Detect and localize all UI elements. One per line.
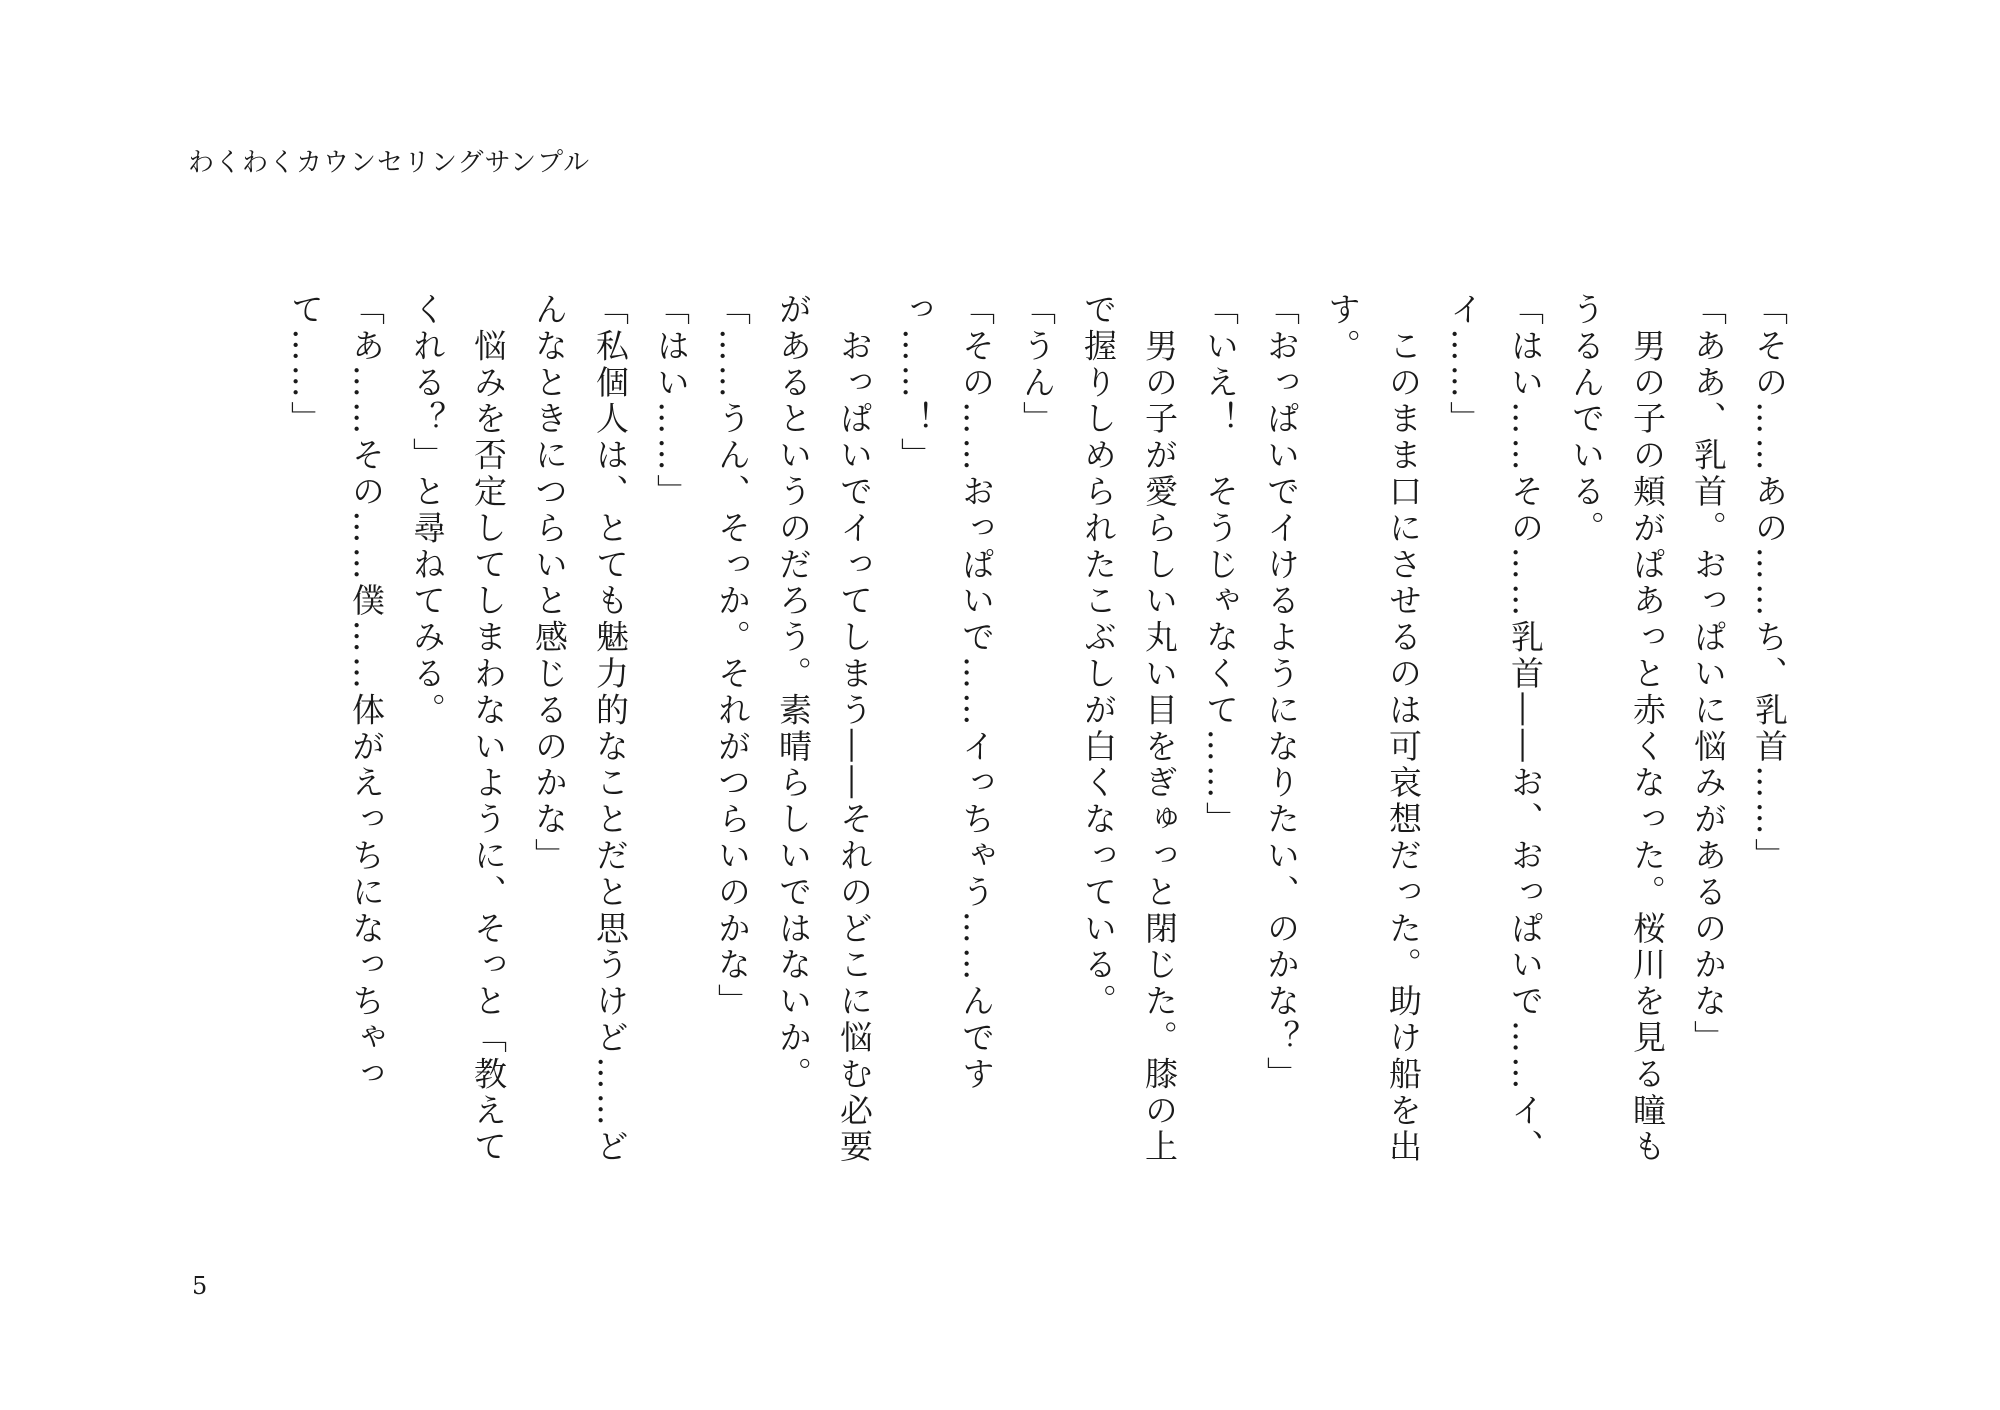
page-number: 5 [192,1272,208,1300]
running-header-title: わくわくカウンセリングサンプル [188,148,591,178]
text-paragraph: 「はい……」 [652,292,691,511]
text-paragraph: 「私個人は、とても魅力的なことだと思うけど……どんなときにつらいと感じるのかな」 [530,292,630,1166]
text-paragraph: 「その……あの……ち、乳首……」 [1750,292,1789,875]
text-paragraph: 男の子の頬がぱあっと赤くなった。桜川を見る瞳もうるんでいる。 [1567,292,1667,1166]
text-paragraph: 「その……おっぱいで……イっちゃう……んですっ……！」 [896,292,996,1093]
text-paragraph: このまま口にさせるのは可哀想だった。助け船を出す。 [1323,292,1423,1166]
vertical-text-body [220,292,1800,1192]
text-paragraph: 「あ……その……僕……体がえっちになっちゃって……」 [286,292,386,1093]
text-paragraph: 悩みを否定してしまわないように、そっと「教えてくれる？」と尋ねてみる。 [408,292,508,1166]
text-paragraph: おっぱいでイってしまう――それのどこに悩む必要があるというのだろう。素晴らしいではないか。 [774,292,874,1166]
text-paragraph: 「いえ！ そうじゃなくて……」 [1201,292,1240,838]
text-paragraph: 「うん」 [1018,292,1057,438]
text-paragraph: 「おっぱいでイけるようになりたい、のかな？」 [1262,292,1301,1093]
text-paragraph: 「ああ、乳首。おっぱいに悩みがあるのかな」 [1689,292,1728,1057]
text-paragraph: 「……うん、そっか。それがつらいのかな」 [713,292,752,1020]
text-paragraph: 「はい……その……乳首――お、おっぱいで……イ、イ……」 [1445,292,1545,1166]
text-paragraph: 男の子が愛らしい丸い目をぎゅっと閉じた。膝の上で握りしめられたこぶしが白くなっている。 [1079,292,1179,1166]
